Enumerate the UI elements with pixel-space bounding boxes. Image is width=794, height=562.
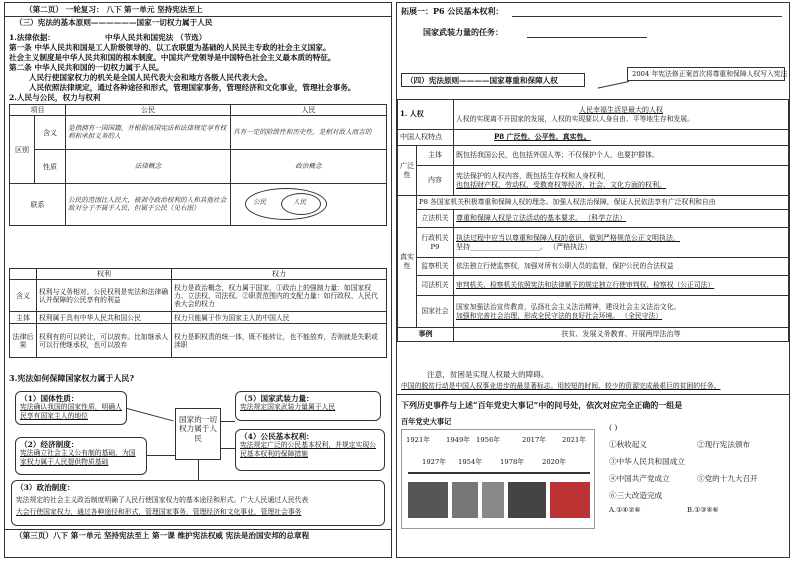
top-header: （第二页） 一轮复习： 八下 第一单元 坚持宪法至上 (25, 5, 203, 14)
question-lead: 下列历史事件与上述“百年党史大事记”中的问号处，依次对应完全正确的一组是 (401, 400, 683, 410)
option-4: ④中国共产党成立 (609, 474, 670, 483)
option-3: ③中华人民共和国成立 (609, 457, 685, 466)
executive-text2: 坚持____________________。 （严格执法） (456, 242, 592, 251)
section4-title: （四）宪法原则————国家尊重和保障人权 (401, 73, 585, 87)
section3-title: （三）宪法的基本原则——————国家一切权力属于人民 (15, 18, 213, 27)
timeline-panel (401, 429, 595, 529)
supervision-text: 依法独立行使监察权，加强对所有公职人员的监督，保护公民的合法权益 (454, 258, 789, 276)
fact1-label: 1.法律依据： (9, 33, 55, 42)
note-arrow (598, 81, 630, 89)
human-rights-table (397, 99, 789, 342)
sub-content: 内容 (417, 166, 454, 196)
box-economic-system (15, 437, 147, 475)
photo-2 (452, 482, 478, 518)
content-cell (454, 166, 789, 196)
year-top-2: 1949年 (446, 436, 471, 444)
link-text: 公民的范围比人民大，被剥夺政治权利的人和其他社会敌对分子不属于人民，但属于公民（见右图） (66, 184, 231, 226)
box1-title: （1）国体性质： (20, 394, 79, 403)
option-5: ⑤党的十九大召开 (697, 474, 758, 483)
box2-title: （2）经济制度： (20, 440, 79, 449)
hr-line2: 人权的实现离不开国家的发展，人权的实现要以人身自由、平等地生存和发展。 (456, 114, 694, 123)
th-item: 项目 (10, 105, 66, 116)
venn-outer-label: 公民 (253, 198, 267, 207)
task-blank (527, 37, 647, 38)
subject-right: 权利属于具有中华人民共和国公民 (37, 312, 172, 324)
th-blank (10, 269, 37, 280)
feature-text: P8 广泛性、公平性、真实性。 (454, 130, 789, 146)
left-page (4, 2, 392, 558)
box3-body1: 宪法规定的社会主义政治制度明确了人民行使国家权力的基本途径和形式。广大人民通过人民代表 (16, 496, 309, 505)
row-meaning: 含义 (10, 280, 37, 312)
photo-3 (482, 482, 504, 518)
connector-5 (221, 421, 235, 422)
hr-line1: 人民幸福生活是最大的人权 (579, 106, 663, 115)
option-6: ⑥三大改造完成 (609, 491, 663, 500)
poverty-line1: 注意，贫困是实现人权最大的障碍。 (427, 370, 549, 379)
footer-divider (5, 529, 391, 530)
box4-body: 宪法规定广泛的公民基本权利，并规定实现公民基本权利的保障措施 (240, 441, 376, 458)
sub-nature: 性质 (35, 150, 66, 184)
divider (5, 16, 391, 17)
meaning-power: 权力是政治概念，权力属于国家，①政治上的强制力量：如国家权力、立法权、司法权。②职责范围内的支配力量：如行政权、人民代表大会的权力 (172, 280, 387, 312)
citizen-people-table (9, 104, 387, 226)
fact2-label: 2.人民与公民，权力与权利 (9, 93, 101, 102)
center-box: 国家的一切权力属于人民 (175, 408, 221, 460)
row-real: 真实性 (398, 196, 417, 328)
real-intro: P8 各国家机关积极尊重和保障人权的理念。加强人权法治保障，保证人民依法享有广泛权利和自由 (417, 196, 789, 210)
ext1-blank (512, 16, 782, 17)
year-top-3: 1956年 (476, 436, 501, 444)
sub-meaning: 含义 (35, 116, 66, 150)
meaning-right: 权利与义务相对。公民权利是宪法和法律确认并保障的公民享有的利益 (37, 280, 172, 312)
sub-supervision: 监察机关 (417, 258, 454, 276)
article-1b: 社会主义制度是中华人民共和国的根本制度。中国共产党领导是中国特色社会主义最本质的特征。 (9, 53, 336, 62)
society-text1: 国家加强法治宣传教育，弘扬社会主义法治精神，建设社会主义法治文化。 (456, 303, 681, 312)
year-top-1: 1921年 (406, 436, 431, 444)
sub-society: 国家社会 (417, 296, 454, 328)
box-state-nature (15, 391, 127, 425)
sub-subject: 主体 (417, 146, 454, 166)
venn-cell (231, 184, 387, 226)
option-2: ②现行宪法颁布 (697, 440, 751, 449)
box4-title: （4）公民基本权利： (240, 432, 314, 441)
row-diff: 区别 (10, 116, 35, 184)
sub-legislature: 立法机关 (417, 210, 454, 228)
row-human-rights: 1. 人权 (398, 100, 454, 130)
box1-body: 宪法确认我国的国家性质，明确人民享有国家主人的地位 (20, 403, 122, 420)
box-citizen-rights (235, 429, 385, 471)
society-cell (454, 296, 789, 328)
box-political-system (11, 480, 385, 526)
row-consequence: 法律后果 (10, 324, 37, 358)
photo-4 (508, 482, 546, 518)
article-1: 第一条 中华人民共和国是工人阶级领导的、以工农联盟为基础的人民民主专政的社会主义国家。 (9, 43, 331, 52)
meaning-citizen: 是指拥有一国国籍，并根据该国宪法和法律规定享有权利和承担义务的人 (66, 116, 231, 150)
year-top-4: 2017年 (522, 436, 547, 444)
row-case: 事例 (398, 328, 454, 342)
human-rights-content (454, 100, 789, 130)
th-power: 权力 (172, 269, 387, 280)
row-feature: 中国人权特点 (398, 130, 454, 146)
connector-4 (221, 448, 235, 449)
connector-3 (198, 460, 199, 480)
connector-1 (127, 408, 174, 421)
judicial-text: 审判机关、检察机关依照宪法和法律赋予的规定独立行使审判权、检察权（公正司法） (454, 276, 789, 296)
content-text2: 也包括财产权、劳动权、受教育权等经济、社会、文化方面的权利。 (456, 180, 666, 189)
row-wide: 广泛性 (398, 146, 417, 196)
consequence-power: 权力是职权责的统一体，既不能转让，也不能放弃，否则就是失职或渎职 (172, 324, 387, 358)
option-1: ①秋收起义 (609, 440, 647, 449)
th-right: 权利 (37, 269, 172, 280)
venn-inner-label: 人民 (293, 198, 307, 207)
fact1-title: 中华人民共和国宪法 （节选） (105, 33, 207, 42)
row-link: 联系 (10, 184, 66, 226)
answer-bracket: ( ) (609, 423, 618, 432)
ext1-label: 拓展一：P6 公民基本权利： (401, 6, 504, 16)
sub-executive: 行政机关 P9 (417, 228, 454, 258)
case-text: 扶贫、发展义务教育、开展两岸法治等 (454, 328, 789, 342)
timeline-axis (408, 472, 590, 474)
connector-2 (147, 455, 175, 456)
nature-people: 政治概念 (231, 150, 387, 184)
consequence-right: 权利有的可以转让，可以放弃。比如继承人可以行使继承权，也可以放弃 (37, 324, 172, 358)
photo-1 (408, 482, 448, 518)
content-text1: 宪法保护的人权内容，既包括生存权和人身权利， (456, 172, 610, 181)
footer: （第三页）八下 第一单元 坚持宪法至上 第一课 维护宪法权威 宪法是治国安邦的总章程 (15, 531, 310, 540)
year-bot-3: 1978年 (500, 458, 525, 466)
box5-body: 宪法规定国家武装力量属于人民 (240, 403, 336, 412)
year-bot-1: 1927年 (422, 458, 447, 466)
year-top-5: 2021年 (562, 436, 587, 444)
th-people: 人民 (231, 105, 387, 116)
year-bot-2: 1954年 (458, 458, 483, 466)
box5-title: （5）国家武装力量： (240, 394, 314, 403)
answer-b[interactable]: B.①③④⑥ (687, 506, 719, 514)
poverty-line2: 中国的脱贫行动是中国人权事业进步的最显著标志。用较短的时间、较少的资源完成最艰巨的贫困的任务。 (401, 382, 721, 390)
executive-text1: 执法过程中应当以尊重和保障人权的意识，做到严格规范公正文明执法， (456, 234, 680, 243)
article-2: 第二条 中华人民共和国的一切权力属于人民。 (9, 63, 164, 72)
sub-judicial: 司法机关 (417, 276, 454, 296)
subject-power: 权力只能属于作为国家主人的中国人民 (172, 312, 387, 324)
article-2c: 人民依照法律规定，通过各种途径和形式，管理国家事务，管理经济和文化事业，管理社会事务。 (29, 83, 356, 92)
box-armed-forces (235, 391, 381, 421)
box2-body: 宪法确立社会主义公有制的基础，为国家权力属于人民提供物质基础 (20, 449, 136, 466)
box3-body2: 大会行使国家权力，通过各种途径和形式，管理国家事务，管理经济和文化事业，管理社会事务 (16, 507, 302, 516)
question-3: 3.宪法如何保障国家权力属于人民? (9, 373, 135, 383)
row-subject: 主体 (10, 312, 37, 324)
article-2b: 人民行使国家权力的机关是全国人民代表大会和地方各级人民代表大会。 (29, 73, 272, 82)
box3-title: （3）政治制度： (16, 483, 75, 492)
divider-question (397, 394, 789, 395)
right-power-table (9, 268, 387, 358)
nature-citizen: 法律概念 (66, 150, 231, 184)
task-label: 国家武装力量的任务： (423, 27, 503, 37)
answer-a[interactable]: A.①④②⑥ (609, 506, 641, 514)
society-text2: 加强和完善社会治理，形成全民守法的良好社会环境。 （全民守法） (456, 311, 663, 320)
note-box: 2004 年宪法修正案首次将尊重和保障人权写入宪法 (627, 67, 785, 81)
legislature-text: 尊重和保障人权是立法活动的基本要求。 （科学立法） (454, 210, 789, 228)
year-bot-4: 2020年 (542, 458, 567, 466)
executive-cell (454, 228, 789, 258)
timeline-title: 百年党史大事记 (401, 417, 452, 426)
meaning-people: 具有一定的阶级性和历史性，是相对敌人而言的 (231, 116, 387, 150)
th-citizen: 公民 (66, 105, 231, 116)
subject-text: 既包括我国公民，也包括外国人等；不仅保护个人，也要护群体。 (454, 146, 789, 166)
right-page (396, 2, 790, 558)
photo-5 (550, 482, 590, 518)
